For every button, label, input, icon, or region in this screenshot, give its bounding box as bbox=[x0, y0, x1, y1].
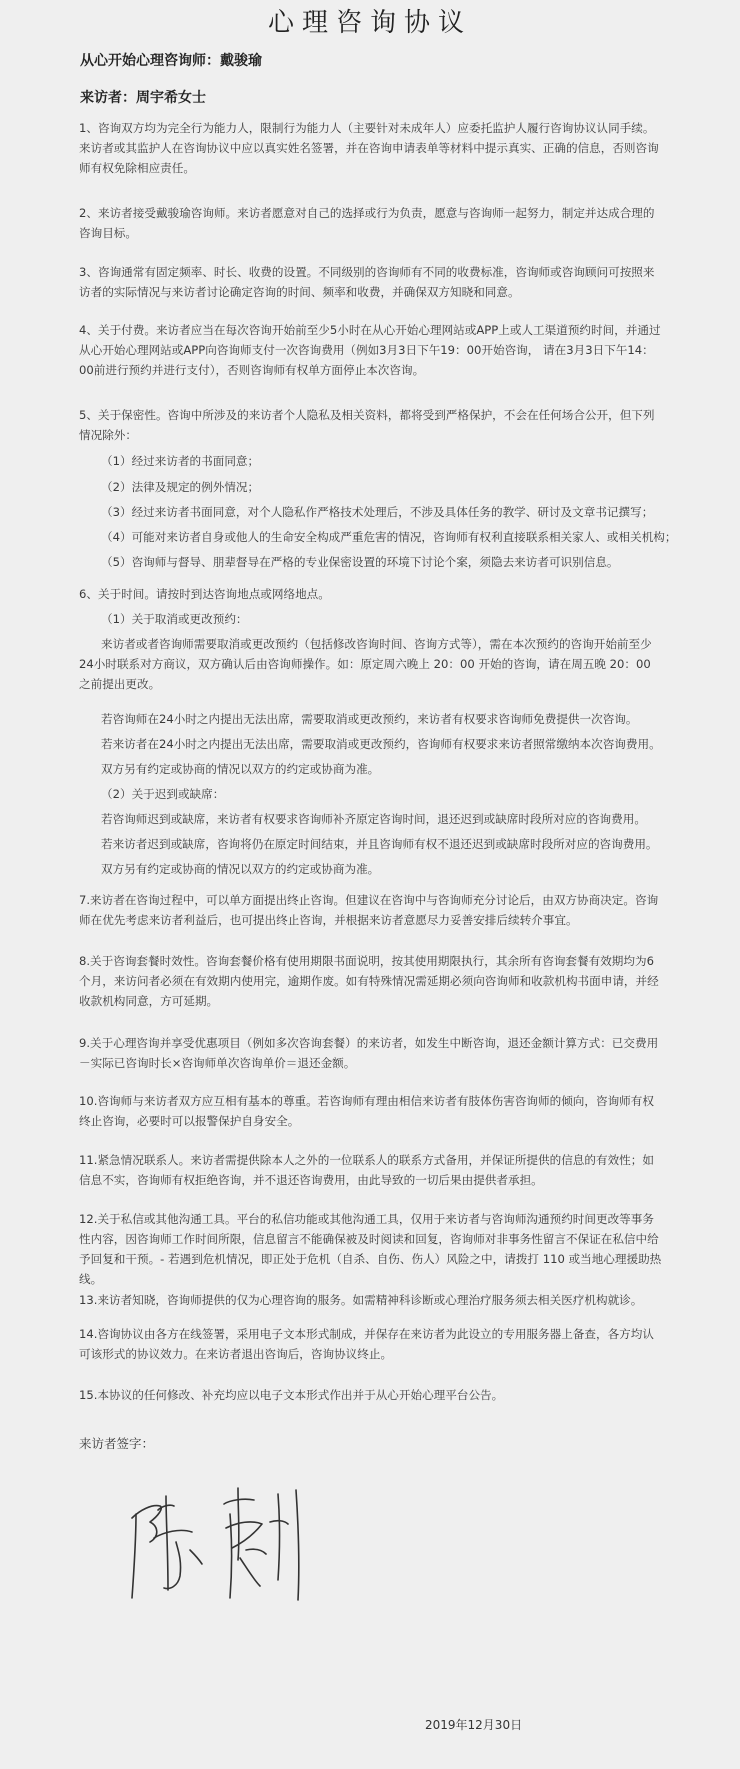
clause-5-item-5: （5）咨询师与督导、朋辈督导在严格的专业保密设置的环境下讨论个案，须隐去来访者可识别信息。 bbox=[101, 555, 619, 569]
clause-5-item-2: （2）法律及规定的例外情况； bbox=[101, 480, 260, 494]
clause-5: 5、关于保密性。咨询中所涉及的来访者个人隐私及相关资料，都将受到严格保护，不会在任何场合公开，但下列情况除外： bbox=[79, 408, 655, 442]
clause-2: 2、来访者接受戴骏瑜咨询师。来访者愿意对自己的选择或行为负责，愿意与咨询师一起努力，制定并达成合理的咨询目标。 bbox=[79, 206, 655, 240]
clause-9: 9.关于心理咨询并享受优惠项目（例如多次咨询套餐）的来访者，如发生中断咨询，退还金额计算方式：已交费用－实际已咨询时长×咨询师单次咨询单价＝退还金额。 bbox=[79, 1036, 659, 1070]
clause-6-client-late: 若来访者迟到或缺席，咨询将仍在原定时间结束，并且咨询师有权不退还迟到或缺席时段所对应的咨询费用。 bbox=[101, 837, 658, 851]
clause-5-item-3: （3）经过来访者书面同意，对个人隐私作严格技术处理后，不涉及具体任务的教学、研讨及文章书记撰写； bbox=[101, 505, 654, 519]
clause-7: 7.来访者在咨询过程中，可以单方面提出终止咨询。但建议在咨询中与咨询师充分讨论后，由双方协商决定。咨询师在优先考虑来访者利益后，也可提出终止咨询，并根据来访者意愿尽力妥善安排后续转介事宜。 bbox=[79, 893, 659, 927]
clause-6: 6、关于时间。请按时到达咨询地点或网络地点。 bbox=[79, 587, 330, 601]
clause-3: 3、咨询通常有固定频率、时长、收费的设置。不同级别的咨询师有不同的收费标准，咨询师或咨询顾问可按照来访者的实际情况与来访者讨论确定咨询的时间、频率和收费，并确保双方知晓和同意。 bbox=[79, 265, 655, 299]
clause-10: 10.咨询师与来访者双方应互相有基本的尊重。若咨询师有理由相信来访者有肢体伤害咨询师的倾向，咨询师有权终止咨询，必要时可以报警保护自身安全。 bbox=[79, 1094, 654, 1128]
document-title: 心理咨询协议 bbox=[267, 8, 472, 38]
clause-13: 13.来访者知晓，咨询师提供的仅为心理咨询的服务。如需精神科诊断或心理治疗服务须去相关医疗机构就诊。 bbox=[79, 1293, 643, 1307]
clause-6-cancel-text: 来访者或者咨询师需要取消或更改预约（包括修改咨询时间、咨询方式等），需在本次预约的咨询开始前至少24小时联系对方商议，双方确认后由咨询师操作。如：原定周六晚上 20：00 开始的咨询，请在周五晚 20：00 之前提出更改。 bbox=[79, 637, 652, 691]
clause-4: 4、关于付费。来访者应当在每次咨询开始前至少5小时在从心开始心理网站或APP上或人工渠道预约时间，并通过从心开始心理网站或APP向咨询师支付一次咨询费用（例如3月3日下午19：00开始咨询， 请在3月3日下午14：00前进行预约并进行支付），否则咨询师有权单方面停止本次咨询。 bbox=[79, 323, 661, 377]
signature-label: 来访者签字： bbox=[79, 1436, 155, 1451]
clause-5-item-1: （1）经过来访者的书面同意； bbox=[101, 454, 260, 468]
clause-8: 8.关于咨询套餐时效性。咨询套餐价格有使用期限书面说明，按其使用期限执行，其余所有咨询套餐有效期均为6个月，来访问者必须在有效期内使用完，逾期作废。如有特殊情况需延期必须向咨询师和收款机构书面申请，并经收款机构同意，方可延期。 bbox=[79, 954, 659, 1008]
clause-6-counselor-absent: 若咨询师在24小时之内提出无法出席，需要取消或更改预约，来访者有权要求咨询师免费提供一次咨询。 bbox=[101, 712, 638, 726]
clause-6-sub-1: （1）关于取消或更改预约： bbox=[101, 612, 248, 626]
clause-14: 14.咨询协议由各方在线签署，采用电子文本形式制成，并保存在来访者为此设立的专用服务器上备查，各方均认可该形式的协议效力。在来访者退出咨询后，咨询协议终止。 bbox=[79, 1327, 654, 1361]
clause-12: 12.关于私信或其他沟通工具。平台的私信功能或其他沟通工具，仅用于来访者与咨询师沟通预约时间更改等事务性内容，因咨询师工作时间所限，信息留言不能确保被及时阅读和回复，咨询师对非事务性留言不保证在私信中给予回复和干预。- 若遇到危机情况，即正处于危机（自杀、自伤、伤人）风险之中，请拨打 110 或当地心理援助热线。 bbox=[79, 1212, 662, 1286]
sign-date: 2019年12月30日 bbox=[425, 1718, 523, 1732]
counselor-name: 从心开始心理咨询师：戴骏瑜 bbox=[80, 53, 262, 69]
clause-11: 11.紧急情况联系人。来访者需提供除本人之外的一位联系人的联系方式备用，并保证所提供的信息的有效性；如信息不实，咨询师有权拒绝咨询，并不退还咨询费用，由此导致的一切后果由提供者承担。 bbox=[79, 1153, 654, 1187]
clause-6-client-absent: 若来访者在24小时之内提出无法出席，需要取消或更改预约，咨询师有权要求来访者照常缴纳本次咨询费用。 bbox=[101, 737, 661, 751]
clause-6-sub-2: （2）关于迟到或缺席： bbox=[101, 787, 225, 801]
handwritten-signature bbox=[120, 1480, 340, 1610]
clause-5-item-4: （4）可能对来访者自身或他人的生命安全构成严重危害的情况，咨询师有权利直接联系相关家人、或相关机构； bbox=[101, 530, 677, 544]
clause-1: 1、咨询双方均为完全行为能力人，限制行为能力人（主要针对未成年人）应委托监护人履行咨询协议认同手续。来访者或其监护人在咨询协议中应以真实姓名签署，并在咨询申请表单等材料中提示真实、正确的信息，否则咨询师有权免除相应责任。 bbox=[79, 121, 659, 175]
clause-6-agreement: 双方另有约定或协商的情况以双方的约定或协商为准。 bbox=[101, 762, 380, 776]
clause-6-counselor-late: 若咨询师迟到或缺席，来访者有权要求咨询师补齐原定咨询时间，退还迟到或缺席时段所对应的咨询费用。 bbox=[101, 812, 646, 826]
client-name: 来访者：周宇希女士 bbox=[80, 90, 206, 106]
clause-6-agreement-2: 双方另有约定或协商的情况以双方的约定或协商为准。 bbox=[101, 862, 380, 876]
clause-15: 15.本协议的任何修改、补充均应以电子文本形式作出并于从心开始心理平台公告。 bbox=[79, 1388, 504, 1402]
